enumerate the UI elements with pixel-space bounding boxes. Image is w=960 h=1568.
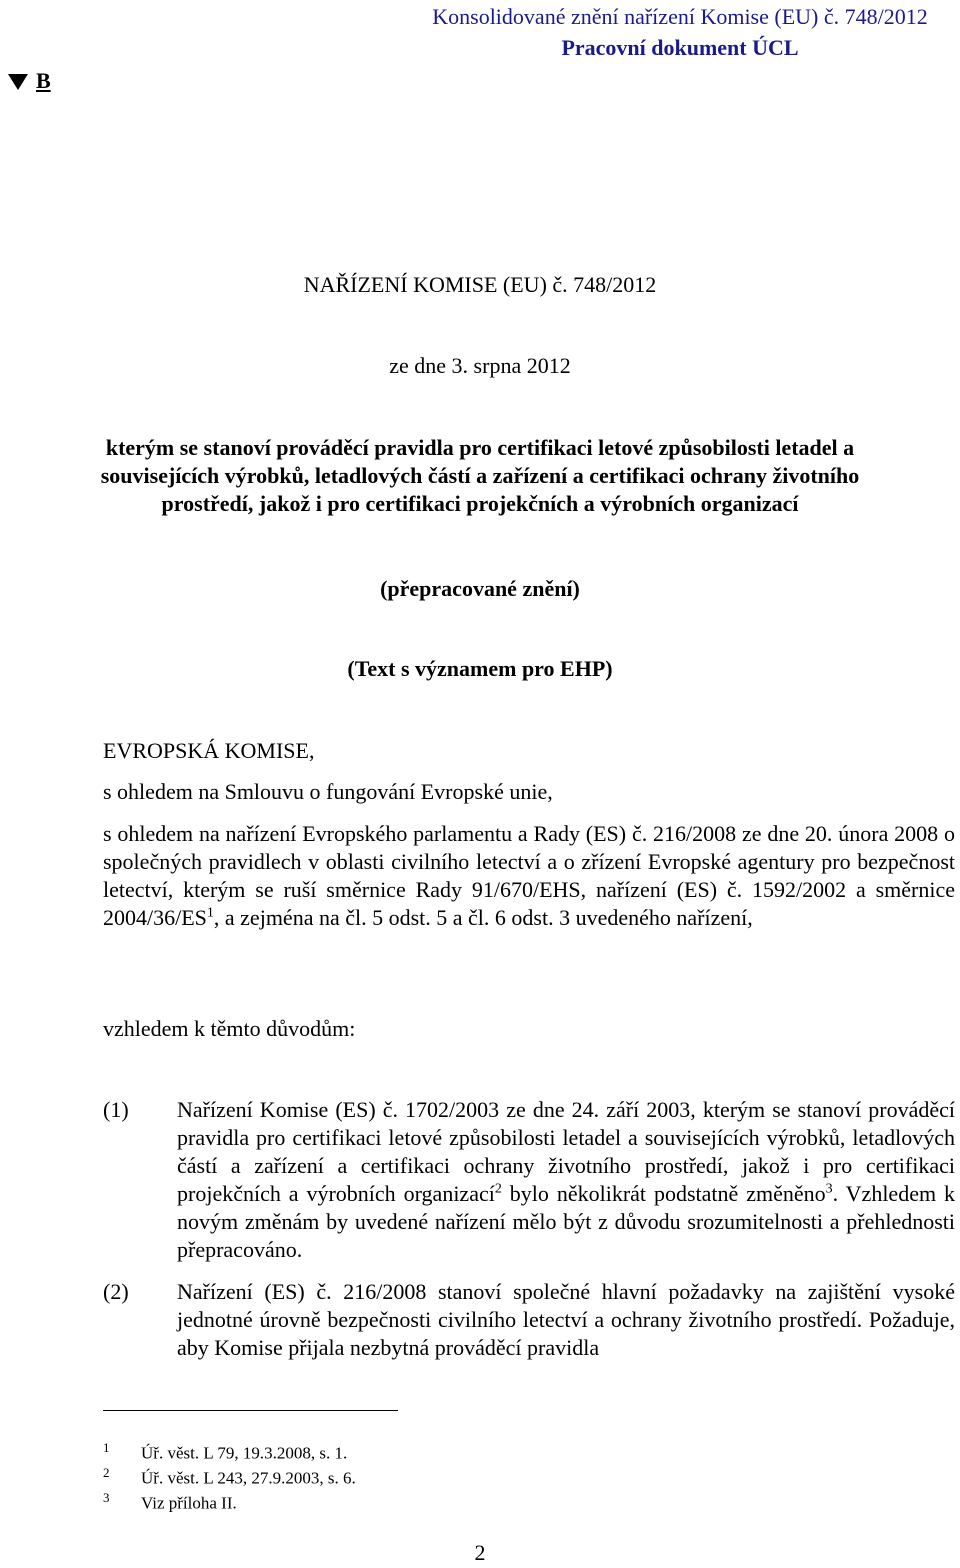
having-regard-regulation (103, 820, 955, 932)
eea-relevance: (Text s významem pro EHP) (347, 656, 613, 681)
recital-number: (1) (103, 1097, 129, 1122)
footnote-ref[interactable]: 3 (825, 1181, 833, 1197)
regulation-title: NAŘÍZENÍ KOMISE (EU) č. 748/2012 (303, 272, 657, 297)
recital-text (177, 1096, 955, 1264)
footnote-ref[interactable]: 1 (206, 905, 214, 921)
having-regard-text-b: , a zejména na čl. 5 odst. 5 a čl. 6 odst. 3 uvedeného nařízení, (213, 905, 753, 930)
recital-number: (2) (103, 1279, 129, 1304)
whereas-heading: vzhledem k těmto důvodům: (103, 1016, 356, 1041)
having-regard-text-a: s ohledem na nařízení Evropského parlamentu a Rady (ES) č. 216/2008 ze dne 20. února 2008 o společných pravidlech v oblasti civilního letectví a o zřízení Evropské agentury pro bezpečnost letectví, kterým se ruší směrnice Rady 91/670/EHS, nařízení (ES) č. 1592/2002 a směrnice 2004/36/ES (103, 821, 955, 930)
recital-text-b: bylo několikrát podstatně změněno (501, 1181, 826, 1206)
footnote-number: 2 (103, 1465, 110, 1480)
recital-text-a: Nařízení Komise (ES) č. 1702/2003 ze dne 24. září 2003, kterým se stanoví prováděcí pravidla pro certifikaci letové způsobilosti letadel a souvisejících výrobků, letadlových částí a zařízení a certifikaci ochrany životního prostředí, jakož i pro certifikaci projekčních a výrobních organizací (177, 1097, 955, 1206)
subject-line: souvisejících výrobků, letadlových částí a zařízení a certifikaci ochrany životního (100, 463, 860, 488)
amendment-marker-label: B (36, 68, 51, 93)
footnote-separator (103, 1410, 398, 1411)
amendment-marker[interactable] (8, 68, 51, 94)
page-number: 2 (474, 1540, 486, 1565)
recital-2 (103, 1278, 955, 1362)
footnote-number: 1 (103, 1440, 110, 1455)
recital-text: Nařízení (ES) č. 216/2008 stanoví společné hlavní požadavky na zajištění vysoké jednotné úrovně bezpečnosti civilního letectví a ochrany životního prostředí. Požaduje, aby Komise přijala nezbytná prováděcí pravidla (177, 1279, 955, 1360)
having-regard-treaty: s ohledem na Smlouvu o fungování Evropské unie, (103, 779, 553, 804)
footnote (103, 1488, 237, 1514)
footnote-text: Viz příloha II. (141, 1493, 237, 1513)
footnote (103, 1463, 356, 1489)
subject-line: kterým se stanoví prováděcí pravidla pro certifikaci letové způsobilosti letadel a (105, 435, 855, 460)
regulation-subject (100, 434, 860, 518)
recital-text-c: . Vzhledem k novým změnám by uvedené nařízení mělo být z důvodu srozumitelnosti a přehlednosti přepracováno. (177, 1181, 956, 1262)
triangle-down-icon (8, 74, 28, 90)
subject-line: prostředí, jakož i pro certifikaci projekčních a výrobních organizací (161, 491, 799, 516)
header-working-document: Pracovní dokument ÚCL (561, 35, 799, 60)
recast-note: (přepracované znění) (380, 576, 580, 601)
footnote-text: Úř. věst. L 243, 27.9.2003, s. 6. (141, 1468, 356, 1488)
footnote-ref[interactable]: 2 (494, 1181, 502, 1197)
header-consolidated-title: Konsolidované znění nařízení Komise (EU) č. 748/2012 (432, 4, 928, 29)
regulation-date: ze dne 3. srpna 2012 (389, 353, 571, 378)
recital-1 (103, 1096, 955, 1264)
footnote (103, 1438, 347, 1464)
institution: EVROPSKÁ KOMISE, (103, 738, 315, 763)
footnote-number: 3 (103, 1490, 110, 1505)
footnote-text: Úř. věst. L 79, 19.3.2008, s. 1. (141, 1443, 348, 1463)
